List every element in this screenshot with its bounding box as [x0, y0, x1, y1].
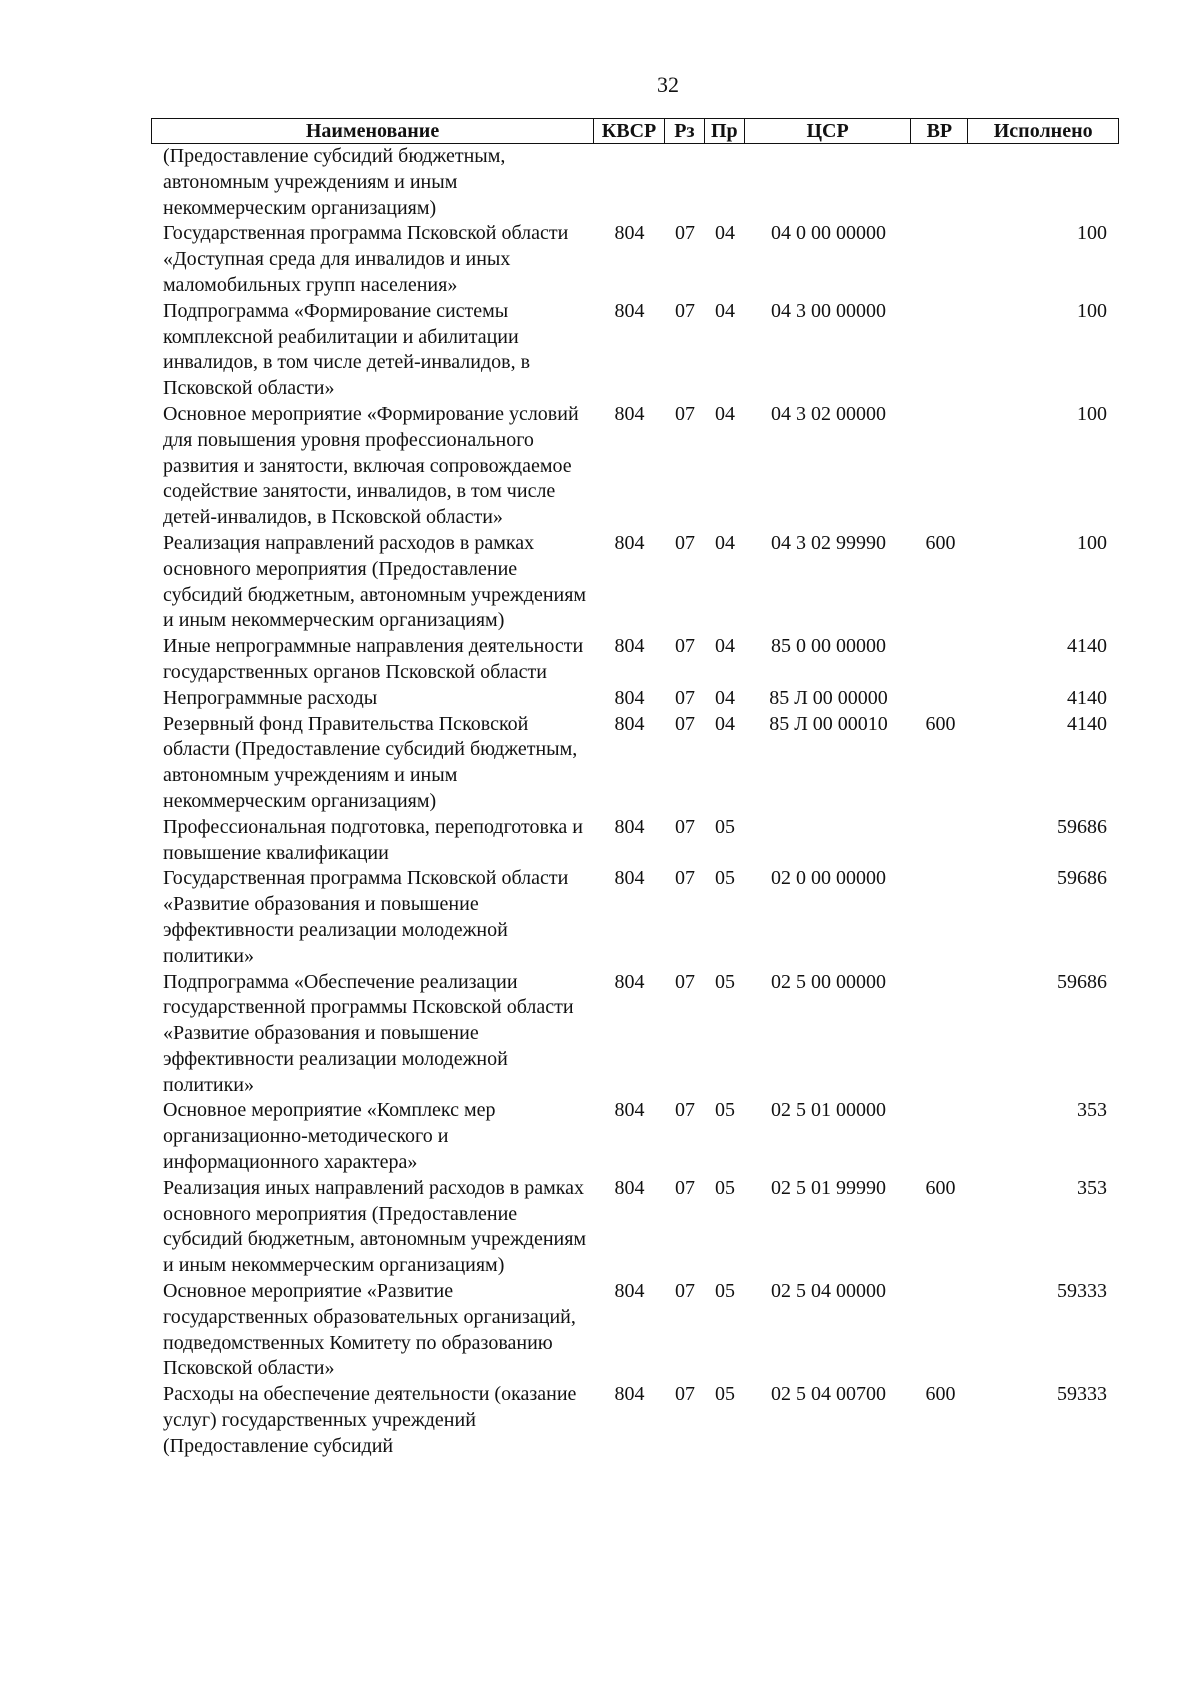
cell-rz: 07	[675, 635, 695, 658]
cell-csr: 04 0 00 00000	[771, 222, 886, 245]
cell-pr: 05	[715, 1280, 735, 1303]
table-row	[151, 221, 1119, 298]
cell-name: Основное мероприятие «Комплекс мер организационно-методического и информационного характера»	[163, 1099, 496, 1174]
table-row	[151, 712, 1119, 815]
cell-kvsr: 804	[614, 1383, 645, 1406]
cell-name: Резервный фонд Правительства Псковской области (Предоставление субсидий бюджетным, автономным учреждениям и иным некоммерческим организациям)	[163, 712, 578, 812]
cell-isp: 4140	[1067, 635, 1107, 658]
table-row	[151, 970, 1119, 1099]
cell-rz: 07	[675, 222, 695, 245]
cell-pr: 04	[715, 531, 735, 554]
cell-vr: 600	[925, 712, 956, 735]
cell-csr: 02 0 00 00000	[771, 867, 886, 890]
cell-csr: 04 3 02 99990	[771, 531, 886, 554]
cell-isp: 59333	[1057, 1383, 1107, 1406]
cell-csr: 02 5 04 00700	[771, 1383, 886, 1406]
cell-rz: 07	[675, 402, 695, 425]
cell-kvsr: 804	[614, 1099, 645, 1122]
cell-isp: 100	[1077, 222, 1107, 245]
cell-kvsr: 804	[614, 867, 645, 890]
cell-rz: 07	[675, 686, 695, 709]
cell-isp: 4140	[1067, 686, 1107, 709]
cell-rz: 07	[675, 1383, 695, 1406]
cell-csr: 02 5 01 99990	[771, 1176, 886, 1199]
cell-rz: 07	[675, 970, 695, 993]
cell-kvsr: 804	[614, 686, 645, 709]
cell-pr: 04	[715, 712, 735, 735]
header-rz: Рз	[665, 119, 705, 143]
cell-kvsr: 804	[614, 299, 645, 322]
header-isp: Исполнено	[993, 120, 1093, 142]
cell-isp: 100	[1077, 402, 1107, 425]
cell-kvsr: 804	[614, 531, 645, 554]
cell-pr: 05	[715, 815, 735, 838]
cell-name: Государственная программа Псковской области «Доступная среда для инвалидов и иных маломобильных групп населения»	[163, 222, 569, 296]
cell-csr: 02 5 00 00000	[771, 970, 886, 993]
cell-csr: 02 5 01 00000	[771, 1099, 886, 1122]
cell-vr: 600	[925, 1383, 956, 1406]
cell-kvsr: 804	[614, 1280, 645, 1303]
cell-pr: 05	[715, 1383, 735, 1406]
cell-name: Реализация иных направлений расходов в рамках основного мероприятия (Предоставление субсидий бюджетным, автономным учреждениям и иным некоммерческим организациям)	[163, 1176, 587, 1277]
cell-csr: 85 Л 00 00010	[769, 712, 888, 735]
cell-pr: 04	[715, 299, 735, 322]
table-row	[151, 815, 1119, 867]
cell-isp: 59686	[1057, 867, 1107, 890]
cell-csr: 04 3 02 00000	[771, 402, 886, 425]
cell-pr: 04	[715, 635, 735, 658]
cell-name: Иные непрограммные направления деятельности государственных органов Псковской области	[163, 635, 584, 683]
cell-name: Расходы на обеспечение деятельности (оказание услуг) государственных учреждений (Предоставление субсидий	[163, 1383, 577, 1457]
cell-isp: 59333	[1057, 1280, 1107, 1303]
cell-isp: 4140	[1067, 712, 1107, 735]
cell-kvsr: 804	[614, 402, 645, 425]
cell-kvsr: 804	[614, 222, 645, 245]
budget-table	[151, 118, 1119, 1460]
cell-vr: 600	[925, 531, 956, 554]
cell-csr: 85 0 00 00000	[771, 635, 886, 658]
cell-pr: 04	[715, 402, 735, 425]
table-body	[151, 221, 1119, 1459]
cell-vr: 600	[925, 1176, 956, 1199]
cell-pr: 05	[715, 867, 735, 890]
cell-rz: 07	[675, 1099, 695, 1122]
cell-rz: 07	[675, 1280, 695, 1303]
table-row	[151, 531, 1119, 634]
table-row	[151, 1279, 1119, 1382]
cell-pr: 05	[715, 1176, 735, 1199]
header-name: Наименование	[152, 119, 594, 143]
cell-pr: 04	[715, 222, 735, 245]
cell-csr: 04 3 00 00000	[771, 299, 886, 322]
table-row	[151, 1382, 1119, 1459]
cell-pr: 05	[715, 970, 735, 993]
header-vr: ВР	[911, 119, 968, 143]
cell-rz: 07	[675, 531, 695, 554]
table-row	[151, 1176, 1119, 1279]
table-row	[151, 634, 1119, 686]
table-row	[151, 1098, 1119, 1175]
cell-kvsr: 804	[614, 815, 645, 838]
header-pr: Пр	[705, 119, 745, 143]
cell-rz: 07	[675, 1176, 695, 1199]
cell-csr: 02 5 04 00000	[771, 1280, 886, 1303]
cell-name: Государственная программа Псковской области «Развитие образования и повышение эффективности реализации молодежной политики»	[163, 867, 569, 967]
cell-kvsr: 804	[614, 712, 645, 735]
cell-name: Основное мероприятие «Развитие государственных образовательных организаций, подведомственных Комитету по образованию Псковской области»	[163, 1280, 576, 1380]
cell-name: Профессиональная подготовка, переподготовка и повышение квалификации	[163, 815, 583, 864]
cell-name: Подпрограмма «Формирование системы комплексной реабилитации и абилитации инвалидов, в том числе детей-инвалидов, в Псковской области»	[163, 299, 531, 400]
cell-isp: 100	[1077, 531, 1107, 554]
cell-name: Непрограммные расходы	[163, 686, 378, 709]
table-row	[151, 299, 1119, 402]
page-number: 32	[657, 72, 679, 97]
cell-isp: 59686	[1057, 815, 1107, 838]
cell-rz: 07	[675, 867, 695, 890]
cell-isp: 59686	[1057, 970, 1107, 993]
cell-name: Реализация направлений расходов в рамках основного мероприятия (Предоставление субсидий бюджетным, автономным учреждениям и иным некоммерческим организациям)	[163, 531, 587, 632]
cell-kvsr: 804	[614, 970, 645, 993]
header-kvsr: КВСР	[594, 119, 665, 143]
cell-pr: 05	[715, 1099, 735, 1122]
table-header	[151, 118, 1119, 144]
cell-pr: 04	[715, 686, 735, 709]
table-row	[151, 686, 1119, 712]
cell-rz: 07	[675, 712, 695, 735]
cell-isp: 100	[1077, 299, 1107, 322]
cell-rz: 07	[675, 299, 695, 322]
cell-name: Основное мероприятие «Формирование условий для повышения уровня профессионального развития и занятости, включая сопровождаемое содействие занятости, инвалидов, в том числе детей-инвалидов, в Псковской области»	[163, 402, 579, 529]
header-csr: ЦСР	[745, 119, 912, 143]
cell-rz: 07	[675, 815, 695, 838]
table-row	[151, 402, 1119, 531]
cell-kvsr: 804	[614, 635, 645, 658]
cell-isp: 353	[1077, 1099, 1107, 1122]
table-row	[151, 866, 1119, 969]
cell-csr: 85 Л 00 00000	[769, 686, 888, 709]
continuation-text: (Предоставление субсидий бюджетным, автономным учреждениям и иным некоммерческим организациям)	[163, 145, 506, 219]
cell-isp: 353	[1077, 1176, 1107, 1199]
cell-name: Подпрограмма «Обеспечение реализации государственной программы Псковской области «Развитие образования и повышение эффективности реализации молодежной политики»	[163, 970, 574, 1096]
cell-kvsr: 804	[614, 1176, 645, 1199]
